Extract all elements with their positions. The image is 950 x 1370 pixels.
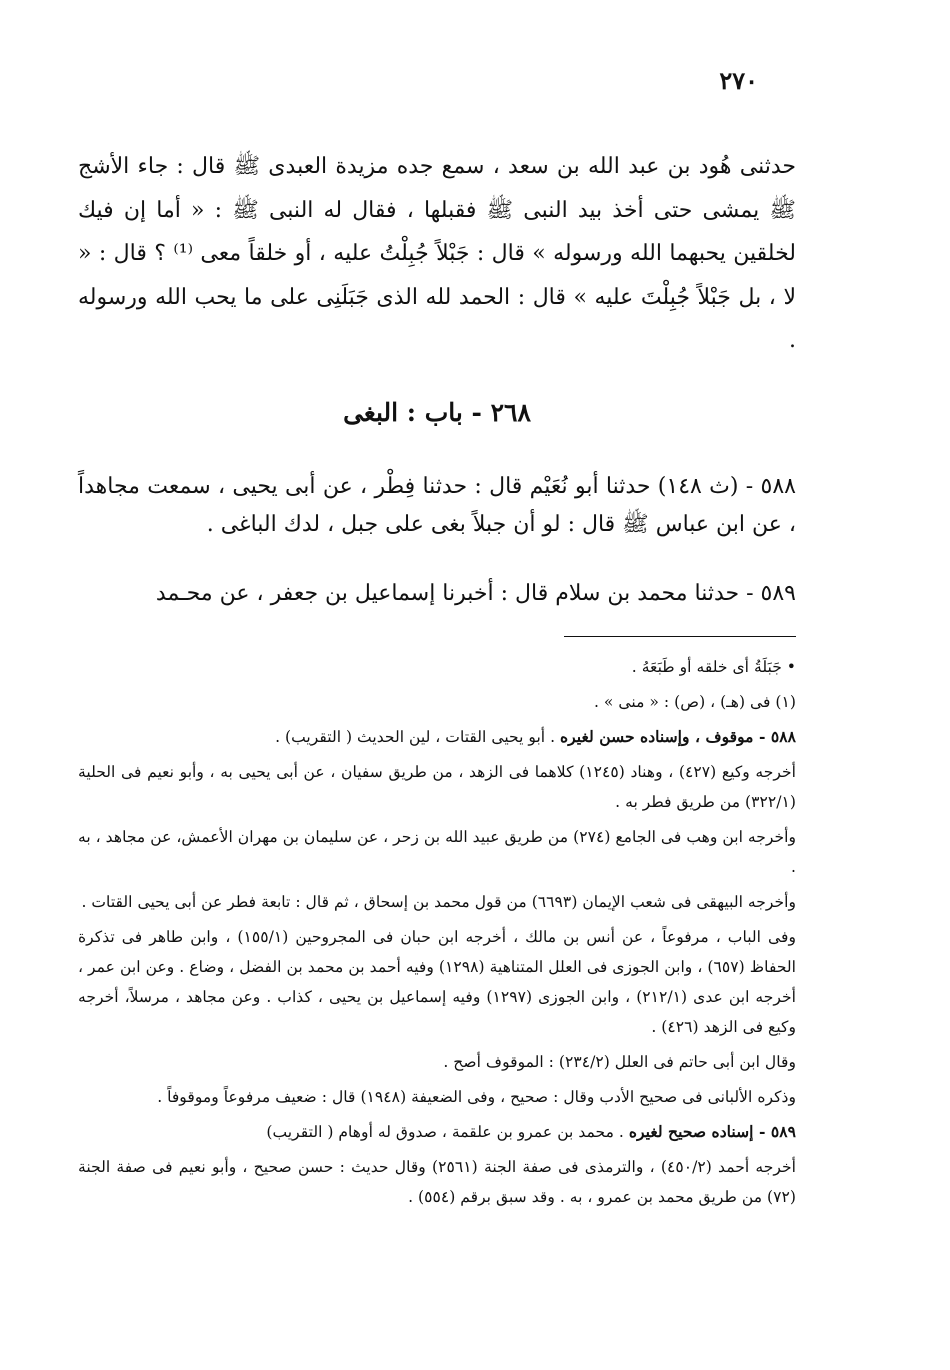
hadith-number: ٥٨٩ - <box>746 581 796 606</box>
note-588-para: وأخرجه البيهقى فى شعب الإيمان (٦٦٩٣) من قول محمد بن إسحاق ، ثم قال : تابعة فطر عن أبى يحيى القتات . <box>81 893 796 911</box>
note-588-para: وقال ابن أبى حاتم فى العلل (٢٣٤/٢) : الموقوف أصح . <box>443 1053 796 1071</box>
chapter-title: ٢٦٨ - باب : البغى <box>343 398 531 427</box>
footnote-divider <box>564 636 796 637</box>
note-588-heading <box>78 722 796 752</box>
footnotes <box>78 652 796 1217</box>
note-589-grade: ٥٨٩ - إسناده صحيح لغيره <box>628 1122 796 1141</box>
hadith-text: (ث ١٤٨) حدثنا أبو نُعَيْم قال : حدثنا فِطْر ، عن أبى يحيى ، سمعت مجاهداً ، عن ابن عباس ﷺ قال : لو أن جبلاً بغى على جبل ، لدك الباغى . <box>78 474 796 537</box>
note-588-grade-detail: . أبو يحيى القتات ، لين الحديث ( التقريب) . <box>275 728 556 746</box>
hadith-text: حدثنا محمد بن سلام قال : أخبرنا إسماعيل بن جعفر ، عن محـمد <box>155 581 740 606</box>
footnote-glossary: • جَبَلَةُ أى خلقه أو طَبَعَهُ . <box>631 658 796 676</box>
footnote-1: (١) فى (هـ) ، (ص) : « منى » . <box>594 693 796 711</box>
note-588-para: وذكره الألبانى فى صحيح الأدب وقال : صحيح ، وفى الضعيفة (١٩٤٨) قال : ضعيف مرفوعاً وموقوفاً . <box>157 1088 796 1106</box>
note-588-para: وفى الباب ، مرفوعاً ، عن أنس بن مالك ، أخرجه ابن حبان فى المجروحين (١٥٥/١) ، وابن طاهر فى تذكرة الحفاظ (٦٥٧) ، وابن الجوزى فى العلل المتناهية (١٢٩٨) وفيه أحمد بن محمد بن الفضل ، وضاع . وعن ابن عمر ، أخرجه ابن عدى (٢١٢/١) ، وابن الجوزى (١٢٩٧) وفيه إسماعيل بن يحيى ، كذاب . وعن مجاهد ، مرسلاً، أخرجه وكيع فى الزهد (٤٢٦) . <box>78 928 797 1036</box>
note-588-grade: ٥٨٨ - موقوف ، وإسناده حسن لغيره <box>560 727 796 746</box>
note-588-para: أخرجه وكيع (٤٢٧) ، وهناد (١٢٤٥) كلاهما فى الزهد ، من طريق سفيان ، عن أبى يحيى به ، وأبو نعيم فى الحلية (٣٢٢/١) من طريق فطر به . <box>78 763 796 811</box>
hadith-588 <box>78 468 796 544</box>
main-paragraph: حدثنى هُود بن عبد الله بن سعد ، سمع جده مزيدة العبدى ﷺ قال : جاء الأشج ﷺ يمشى حتى أخذ بيد النبى ﷺ فقبلها ، فقال له النبى ﷺ : « أما إن فيك لخلقين يحبهما الله ورسوله » قال : جَبْلاً جُبِلْتُ عليه ، أو خلقاً معى ⁽¹⁾ ؟ قال : « لا ، بل جَبْلاً جُبِلْتَ عليه » قال : الحمد لله الذى جَبَلَنِى على ما يحب الله ورسوله . <box>78 154 797 353</box>
note-589-para: أخرجه أحمد (٤٥٠/٢) ، والترمذى فى صفة الجنة (٢٥٦١) وقال حديث : حسن صحيح ، وأبو نعيم فى صفة الجنة (٧٢) من طريق محمد بن عمرو ، به . وقد سبق برقم (٥٥٤) . <box>78 1158 796 1206</box>
hadith-589 <box>78 575 796 613</box>
note-589-grade-detail: . محمد بن عمرو بن علقمة ، صدوق له أوهام ( التقريب) <box>266 1123 624 1141</box>
book-page <box>78 0 796 1370</box>
main-text <box>78 145 796 363</box>
note-589-heading <box>78 1117 796 1147</box>
note-588-para: وأخرجه ابن وهب فى الجامع (٢٧٤) من طريق عبيد الله بن زحر ، عن سليمان بن مهران الأعمش، عن مجاهد ، به . <box>78 828 796 876</box>
hadith-number: ٥٨٨ - <box>745 474 796 499</box>
page-number: ٢٧٠ <box>719 66 758 95</box>
